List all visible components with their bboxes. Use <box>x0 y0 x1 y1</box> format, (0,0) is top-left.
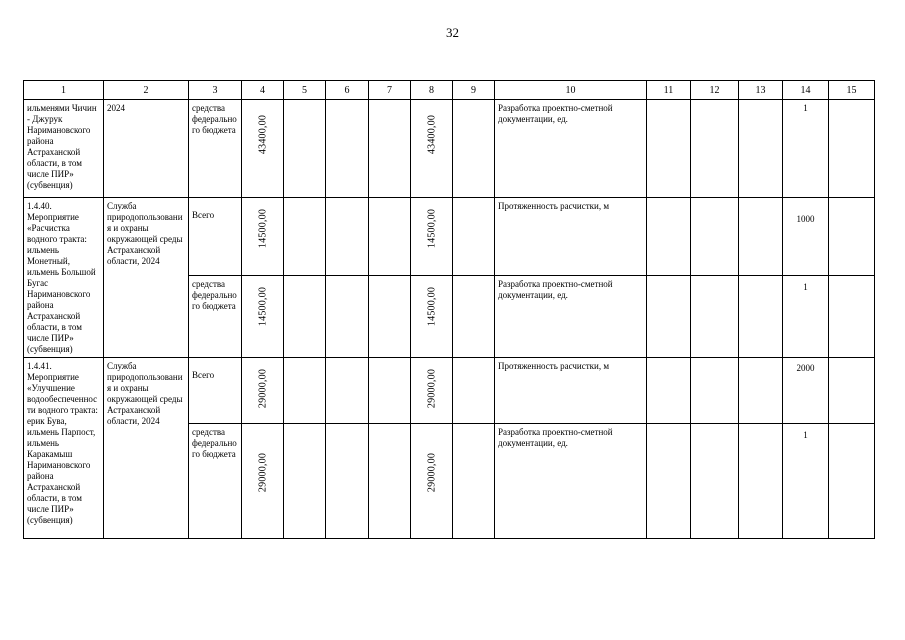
funding-source-cell: Всего <box>189 358 242 424</box>
header-col-1: 1 <box>24 81 104 100</box>
empty-cell <box>284 100 326 198</box>
indicator-value-cell: 1 <box>783 100 829 198</box>
amount-year-value: 14500,00 <box>426 208 438 249</box>
header-col-6: 6 <box>326 81 369 100</box>
amount-total-cell <box>242 275 284 357</box>
header-col-15: 15 <box>829 81 875 100</box>
header-col-14: 14 <box>783 81 829 100</box>
empty-cell <box>453 424 495 539</box>
empty-cell <box>739 100 783 198</box>
table-row <box>24 358 875 424</box>
empty-cell <box>326 100 369 198</box>
indicator-value-cell: 1 <box>783 275 829 357</box>
amount-total-value: 29000,00 <box>257 368 269 409</box>
empty-cell <box>691 424 739 539</box>
amount-year-value: 29000,00 <box>426 452 438 493</box>
amount-total-cell <box>242 100 284 198</box>
header-row <box>24 81 875 100</box>
indicator-cell: Протяженность расчистки, м <box>495 358 647 424</box>
measure-name-cell: 1.4.40. Мероприятие «Расчистка водного тракта: ильмень Монетный, ильмень Большой Бугас Наримановского района Астраханской области, в том числе ПИР» (субвенция) <box>24 198 104 358</box>
amount-year-value: 43400,00 <box>426 114 438 155</box>
executor-cell: 2024 <box>104 100 189 198</box>
empty-cell <box>739 198 783 276</box>
page-number: 32 <box>446 25 459 40</box>
program-table <box>23 80 875 539</box>
empty-cell <box>829 198 875 276</box>
table-row <box>24 198 875 276</box>
empty-cell <box>369 100 411 198</box>
header-col-5: 5 <box>284 81 326 100</box>
funding-source-cell: средства федерального бюджета <box>189 424 242 539</box>
empty-cell <box>647 100 691 198</box>
amount-total-value: 14500,00 <box>257 208 269 249</box>
empty-cell <box>453 198 495 276</box>
empty-cell <box>739 424 783 539</box>
empty-cell <box>829 100 875 198</box>
table-row <box>24 100 875 198</box>
empty-cell <box>691 275 739 357</box>
amount-year-cell <box>411 424 453 539</box>
empty-cell <box>453 100 495 198</box>
empty-cell <box>369 424 411 539</box>
empty-cell <box>369 275 411 357</box>
empty-cell <box>326 198 369 276</box>
amount-year-cell <box>411 100 453 198</box>
header-col-12: 12 <box>691 81 739 100</box>
empty-cell <box>647 358 691 424</box>
header-col-9: 9 <box>453 81 495 100</box>
header-col-4: 4 <box>242 81 284 100</box>
empty-cell <box>453 275 495 357</box>
measure-name-cell: ильменями Чичин - Джурук Наримановского района Астраханской области, в том числе ПИР» (субвенция) <box>24 100 104 198</box>
amount-total-value: 29000,00 <box>257 452 269 493</box>
empty-cell <box>829 275 875 357</box>
header-col-7: 7 <box>369 81 411 100</box>
empty-cell <box>647 198 691 276</box>
empty-cell <box>284 424 326 539</box>
amount-total-value: 14500,00 <box>257 286 269 326</box>
empty-cell <box>739 358 783 424</box>
empty-cell <box>453 358 495 424</box>
header-col-3: 3 <box>189 81 242 100</box>
indicator-value-cell: 1000 <box>783 198 829 276</box>
amount-total-cell <box>242 358 284 424</box>
header-col-13: 13 <box>739 81 783 100</box>
amount-total-cell <box>242 198 284 276</box>
measure-name-cell: 1.4.41. Мероприятие «Улучшение водообеспеченности водного тракта: ерик Бува, ильмень Парпост, ильмень Каракамыш Наримановского района Астраханской области, в том числе ПИР» (субвенция) <box>24 358 104 539</box>
executor-cell: Служба природопользования и охраны окружающей среды Астраханской области, 2024 <box>104 198 189 358</box>
empty-cell <box>369 198 411 276</box>
indicator-cell: Разработка проектно-сметной документации, ед. <box>495 275 647 357</box>
empty-cell <box>284 275 326 357</box>
executor-cell: Служба природопользования и охраны окружающей среды Астраханской области, 2024 <box>104 358 189 539</box>
empty-cell <box>647 424 691 539</box>
empty-cell <box>739 275 783 357</box>
empty-cell <box>326 358 369 424</box>
indicator-cell: Разработка проектно-сметной документации, ед. <box>495 100 647 198</box>
funding-source-cell: Всего <box>189 198 242 276</box>
amount-year-cell <box>411 358 453 424</box>
amount-total-value: 43400,00 <box>257 114 269 155</box>
indicator-value-cell: 2000 <box>783 358 829 424</box>
empty-cell <box>284 358 326 424</box>
indicator-cell: Протяженность расчистки, м <box>495 198 647 276</box>
empty-cell <box>691 198 739 276</box>
empty-cell <box>326 424 369 539</box>
empty-cell <box>369 358 411 424</box>
amount-year-value: 29000,00 <box>426 368 438 409</box>
header-col-11: 11 <box>647 81 691 100</box>
amount-total-cell <box>242 424 284 539</box>
empty-cell <box>691 358 739 424</box>
empty-cell <box>829 424 875 539</box>
empty-cell <box>829 358 875 424</box>
empty-cell <box>284 198 326 276</box>
indicator-cell: Разработка проектно-сметной документации, ед. <box>495 424 647 539</box>
amount-year-cell <box>411 275 453 357</box>
amount-year-cell <box>411 198 453 276</box>
empty-cell <box>691 100 739 198</box>
amount-year-value: 14500,00 <box>426 286 438 326</box>
header-col-8: 8 <box>411 81 453 100</box>
header-col-10: 10 <box>495 81 647 100</box>
empty-cell <box>326 275 369 357</box>
funding-source-cell: средства федерального бюджета <box>189 275 242 357</box>
empty-cell <box>647 275 691 357</box>
header-col-2: 2 <box>104 81 189 100</box>
indicator-value-cell: 1 <box>783 424 829 539</box>
funding-source-cell: средства федерального бюджета <box>189 100 242 198</box>
